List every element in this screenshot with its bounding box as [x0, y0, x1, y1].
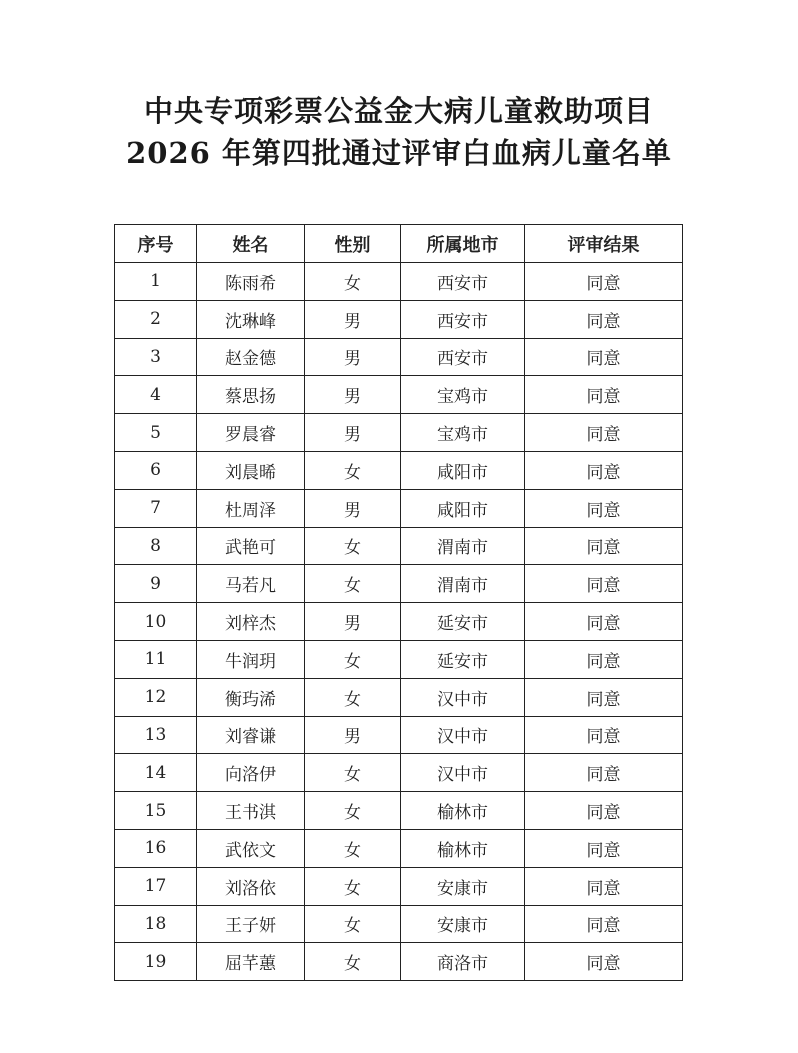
sex-cell: 男 — [305, 603, 401, 641]
table-row — [115, 678, 683, 716]
table-row — [115, 754, 683, 792]
child-name-cell: 衡玙浠 — [197, 678, 305, 716]
review-result-cell: 同意 — [525, 603, 683, 641]
city-cell: 汉中市 — [401, 754, 525, 792]
city-cell: 汉中市 — [401, 678, 525, 716]
review-result-cell: 同意 — [525, 754, 683, 792]
review-result-cell: 同意 — [525, 943, 683, 981]
sex-cell: 女 — [305, 527, 401, 565]
table-body — [115, 263, 683, 981]
row-number-cell: 4 — [115, 376, 197, 414]
table-row — [115, 603, 683, 641]
city-cell: 安康市 — [401, 867, 525, 905]
row-number-cell: 10 — [115, 603, 197, 641]
document-title-line2: 2026 年第四批通过评审白血病儿童名单 — [126, 136, 672, 170]
sex-cell: 男 — [305, 338, 401, 376]
table-header-row — [115, 225, 683, 263]
child-name-cell: 杜周泽 — [197, 489, 305, 527]
row-number-cell: 18 — [115, 905, 197, 943]
city-cell: 商洛市 — [401, 943, 525, 981]
child-name-cell: 刘梓杰 — [197, 603, 305, 641]
city-cell: 榆林市 — [401, 792, 525, 830]
row-number-cell: 11 — [115, 640, 197, 678]
review-result-cell: 同意 — [525, 376, 683, 414]
review-result-cell: 同意 — [525, 716, 683, 754]
row-number-cell: 14 — [115, 754, 197, 792]
row-number-cell: 6 — [115, 451, 197, 489]
city-cell: 咸阳市 — [401, 451, 525, 489]
row-number-cell: 13 — [115, 716, 197, 754]
city-cell: 渭南市 — [401, 527, 525, 565]
child-name-cell: 刘洛依 — [197, 867, 305, 905]
city-cell: 汉中市 — [401, 716, 525, 754]
review-result-cell: 同意 — [525, 263, 683, 301]
table-row — [115, 640, 683, 678]
table-row — [115, 338, 683, 376]
sex-cell: 女 — [305, 678, 401, 716]
city-cell: 延安市 — [401, 603, 525, 641]
sex-cell: 女 — [305, 640, 401, 678]
header-no: 序号 — [115, 225, 197, 263]
city-cell: 延安市 — [401, 640, 525, 678]
review-result-cell: 同意 — [525, 678, 683, 716]
review-result-cell: 同意 — [525, 300, 683, 338]
table-row — [115, 376, 683, 414]
city-cell: 西安市 — [401, 263, 525, 301]
review-result-cell: 同意 — [525, 451, 683, 489]
table-row — [115, 527, 683, 565]
sex-cell: 女 — [305, 867, 401, 905]
city-cell: 西安市 — [401, 338, 525, 376]
child-name-cell: 罗晨睿 — [197, 414, 305, 452]
sex-cell: 男 — [305, 414, 401, 452]
sex-cell: 女 — [305, 451, 401, 489]
child-name-cell: 刘晨晞 — [197, 451, 305, 489]
document-title-line1: 中央专项彩票公益金大病儿童救助项目 — [143, 94, 654, 128]
row-number-cell: 9 — [115, 565, 197, 603]
review-result-cell: 同意 — [525, 905, 683, 943]
header-city: 所属地市 — [401, 225, 525, 263]
sex-cell: 男 — [305, 489, 401, 527]
review-result-cell: 同意 — [525, 527, 683, 565]
review-result-cell: 同意 — [525, 640, 683, 678]
header-name: 姓名 — [197, 225, 305, 263]
table-row — [115, 300, 683, 338]
sex-cell: 女 — [305, 754, 401, 792]
child-name-cell: 沈琳峰 — [197, 300, 305, 338]
city-cell: 安康市 — [401, 905, 525, 943]
sex-cell: 男 — [305, 300, 401, 338]
child-name-cell: 向洛伊 — [197, 754, 305, 792]
child-name-cell: 牛润玥 — [197, 640, 305, 678]
table-row — [115, 565, 683, 603]
table-row — [115, 716, 683, 754]
city-cell: 西安市 — [401, 300, 525, 338]
header-sex: 性别 — [305, 225, 401, 263]
sex-cell: 男 — [305, 376, 401, 414]
child-name-cell: 王子妍 — [197, 905, 305, 943]
child-name-cell: 武艳可 — [197, 527, 305, 565]
table-row — [115, 263, 683, 301]
child-name-cell: 屈芊蕙 — [197, 943, 305, 981]
review-result-cell: 同意 — [525, 867, 683, 905]
review-result-cell: 同意 — [525, 414, 683, 452]
city-cell: 宝鸡市 — [401, 376, 525, 414]
city-cell: 咸阳市 — [401, 489, 525, 527]
table-row — [115, 451, 683, 489]
city-cell: 渭南市 — [401, 565, 525, 603]
sex-cell: 女 — [305, 943, 401, 981]
row-number-cell: 17 — [115, 867, 197, 905]
row-number-cell: 16 — [115, 829, 197, 867]
table-row — [115, 829, 683, 867]
child-name-cell: 刘睿谦 — [197, 716, 305, 754]
review-result-cell: 同意 — [525, 565, 683, 603]
sex-cell: 女 — [305, 565, 401, 603]
row-number-cell: 5 — [115, 414, 197, 452]
city-cell: 宝鸡市 — [401, 414, 525, 452]
row-number-cell: 15 — [115, 792, 197, 830]
row-number-cell: 8 — [115, 527, 197, 565]
child-name-cell: 马若凡 — [197, 565, 305, 603]
row-number-cell: 12 — [115, 678, 197, 716]
sex-cell: 女 — [305, 792, 401, 830]
header-result: 评审结果 — [525, 225, 683, 263]
child-name-cell: 陈雨希 — [197, 263, 305, 301]
row-number-cell: 3 — [115, 338, 197, 376]
child-name-cell: 蔡思扬 — [197, 376, 305, 414]
city-cell: 榆林市 — [401, 829, 525, 867]
row-number-cell: 7 — [115, 489, 197, 527]
table-row — [115, 792, 683, 830]
row-number-cell: 2 — [115, 300, 197, 338]
sex-cell: 男 — [305, 716, 401, 754]
sex-cell: 女 — [305, 829, 401, 867]
row-number-cell: 19 — [115, 943, 197, 981]
sex-cell: 女 — [305, 263, 401, 301]
children-list-table — [114, 224, 683, 981]
row-number-cell: 1 — [115, 263, 197, 301]
child-name-cell: 王书淇 — [197, 792, 305, 830]
child-name-cell: 赵金德 — [197, 338, 305, 376]
sex-cell: 女 — [305, 905, 401, 943]
review-result-cell: 同意 — [525, 829, 683, 867]
child-name-cell: 武依文 — [197, 829, 305, 867]
review-result-cell: 同意 — [525, 489, 683, 527]
table-row — [115, 489, 683, 527]
table-row — [115, 867, 683, 905]
review-result-cell: 同意 — [525, 792, 683, 830]
review-result-cell: 同意 — [525, 338, 683, 376]
table-row — [115, 905, 683, 943]
table-row — [115, 414, 683, 452]
table-row — [115, 943, 683, 981]
